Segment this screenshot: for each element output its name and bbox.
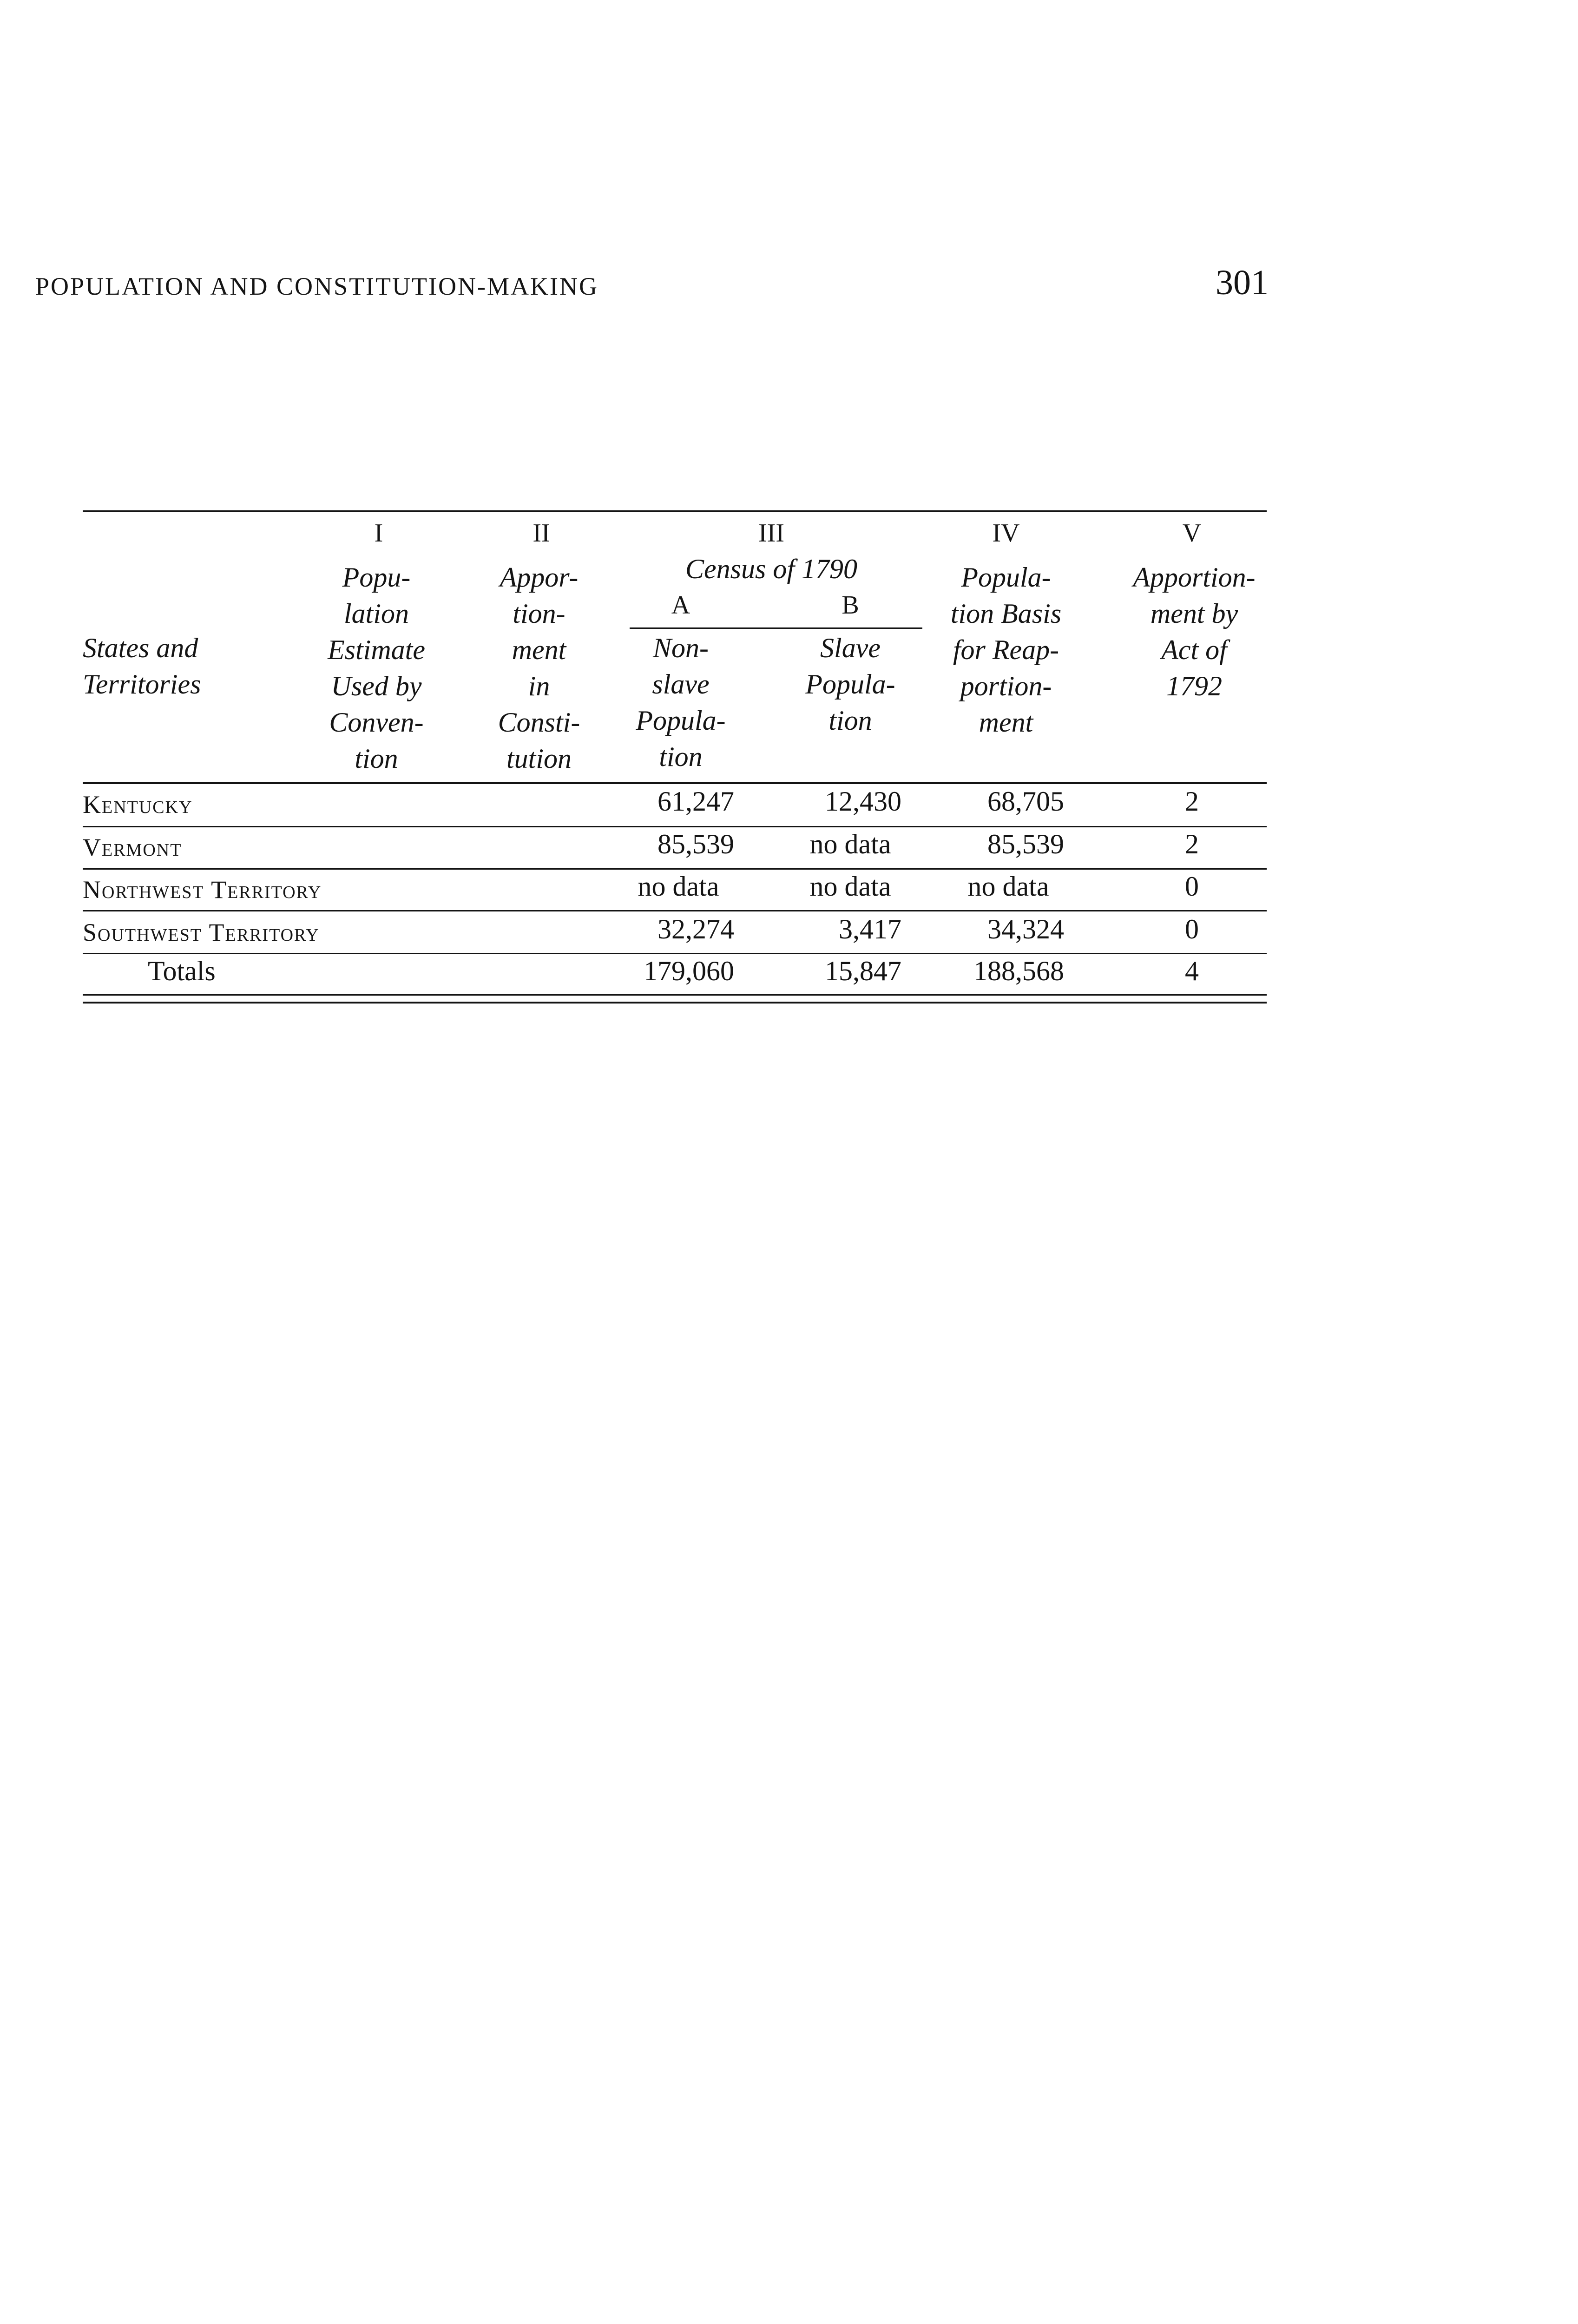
totals-label: Totals [148, 956, 216, 986]
table-bottom-rule-2 [83, 1002, 1267, 1004]
table-bottom-rule-1 [83, 994, 1267, 996]
column-numeral-ii: II [533, 519, 550, 548]
cell-basis: no data [967, 871, 1049, 902]
column-iii-a-header: Non- slave Popula- tion [636, 633, 726, 772]
column-numeral-v: V [1182, 519, 1202, 548]
cell-apportionment: 0 [1185, 914, 1199, 944]
running-head: POPULATION AND CONSTITUTION-MAKING [35, 272, 598, 300]
column-numeral-iii: III [758, 519, 784, 548]
table-top-rule [83, 510, 1267, 512]
row-label-southwest-territory: Southwest Territory [83, 918, 320, 946]
cell-slave: 3,417 [839, 914, 901, 944]
row-rule [83, 826, 1267, 827]
row-label-kentucky: Kentucky [83, 791, 193, 819]
row-rule [83, 910, 1267, 911]
header-bottom-rule [83, 782, 1267, 784]
column-iii-b-letter: B [842, 591, 859, 620]
total-apportionment: 4 [1185, 956, 1199, 986]
cell-apportionment: 0 [1185, 871, 1199, 902]
stub-header: States and Territories [83, 633, 201, 700]
total-slave: 15,847 [825, 956, 901, 986]
cell-slave: no data [809, 871, 891, 902]
column-iii-a-letter: A [671, 591, 690, 620]
census-span-rule [630, 627, 922, 629]
column-v-header: Apportion- ment by Act of 1792 [1133, 562, 1256, 701]
cell-nonslave: 61,247 [658, 786, 734, 817]
cell-apportionment: 2 [1185, 786, 1199, 817]
row-label-northwest-territory: Northwest Territory [83, 876, 322, 904]
column-iii-b-header: Slave Popula- tion [805, 633, 895, 736]
cell-basis: 68,705 [987, 786, 1064, 817]
cell-apportionment: 2 [1185, 829, 1199, 859]
column-iv-header: Popula- tion Basis for Reap- portion- ment [950, 562, 1062, 738]
total-nonslave: 179,060 [644, 956, 734, 986]
column-i-header: Popu- lation Estimate Used by Conven- tion [328, 562, 425, 774]
cell-slave: 12,430 [825, 786, 901, 817]
cell-nonslave: 85,539 [658, 829, 734, 859]
census-1790-header: Census of 1790 [685, 554, 858, 584]
cell-basis: 34,324 [987, 914, 1064, 944]
column-numeral-iv: IV [992, 519, 1020, 548]
column-numeral-i: I [374, 519, 383, 548]
column-ii-header: Appor- tion- ment in Consti- tution [498, 562, 580, 774]
cell-basis: 85,539 [987, 829, 1064, 859]
row-rule [83, 868, 1267, 870]
cell-nonslave: no data [638, 871, 719, 902]
cell-nonslave: 32,274 [658, 914, 734, 944]
data-table [0, 0, 1578, 1046]
page-number: 301 [1216, 263, 1269, 302]
row-label-vermont: Vermont [83, 833, 182, 861]
cell-slave: no data [809, 829, 891, 859]
row-rule [83, 953, 1267, 954]
total-basis: 188,568 [973, 956, 1064, 986]
